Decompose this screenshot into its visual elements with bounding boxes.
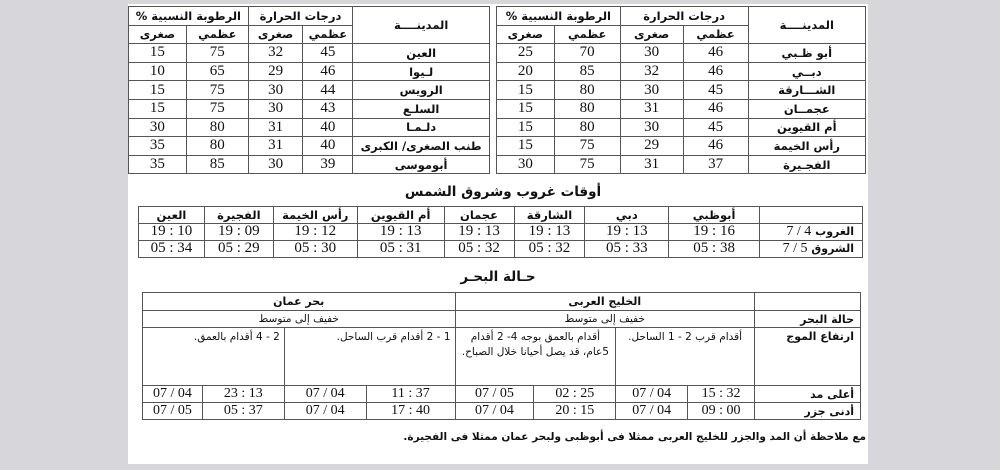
temp-max: 40 <box>303 137 353 156</box>
city-name: الشـــارقة <box>748 81 865 100</box>
tide-value: 07 / 05 <box>455 386 534 403</box>
tide-value: 02 : 25 <box>534 386 616 403</box>
table-row <box>129 99 490 118</box>
sun-city: رأس الخيمة <box>273 207 357 224</box>
hum-min: 15 <box>497 118 555 137</box>
temp-min: 30 <box>620 81 683 100</box>
high-tide-label: أعلى مد <box>755 386 861 403</box>
sunset-time: 19 : 13 <box>514 223 585 240</box>
sun-times-table <box>138 206 863 258</box>
temp-max: 45 <box>683 118 748 137</box>
sunrise-time: 05 : 29 <box>204 240 273 257</box>
high-tide-row <box>143 386 861 403</box>
city-name: دبــي <box>748 62 865 81</box>
temp-max-header: عظمي <box>303 25 353 44</box>
hum-max: 85 <box>554 62 620 81</box>
city-name: أبوموسى <box>353 155 490 174</box>
sunset-date: 7 / 4 <box>786 223 812 239</box>
hum-min: 15 <box>497 137 555 156</box>
temp-max: 46 <box>303 62 353 81</box>
temp-max-header: عظمي <box>683 25 748 44</box>
temp-min: 31 <box>248 137 303 156</box>
sea-state-label: حالة البحر <box>755 311 861 328</box>
oman-sea-header: بحر عمان <box>143 293 456 311</box>
city-name: الرويس <box>353 81 490 100</box>
temp-min: 32 <box>620 62 683 81</box>
sun-city: دبي <box>585 207 669 224</box>
temp-min: 31 <box>248 118 303 137</box>
sun-times-title: أوقات غروب وشروق الشمس <box>404 184 602 200</box>
tide-value: 07 / 04 <box>616 386 688 403</box>
hum-max: 75 <box>186 81 248 100</box>
temp-max: 46 <box>683 44 748 63</box>
hum-min: 25 <box>497 44 555 63</box>
table-row <box>497 137 866 156</box>
humidity-header: الرطوبة النسبية % <box>497 7 621 26</box>
temp-min: 29 <box>248 62 303 81</box>
temp-max: 39 <box>303 155 353 174</box>
temp-max: 40 <box>303 118 353 137</box>
city-name: طنب الصغرى/ الكبرى <box>353 137 490 156</box>
temp-max: 43 <box>303 99 353 118</box>
hum-max: 75 <box>186 99 248 118</box>
hum-min: 15 <box>129 44 187 63</box>
temperature-header: درجات الحرارة <box>620 7 748 26</box>
temp-min: 30 <box>248 155 303 174</box>
weather-table-right <box>496 6 866 174</box>
hum-max: 85 <box>186 155 248 174</box>
table-row <box>129 137 490 156</box>
tide-value: 07 / 04 <box>284 386 366 403</box>
hum-min: 35 <box>129 155 187 174</box>
hum-max: 80 <box>186 118 248 137</box>
temp-min: 29 <box>620 137 683 156</box>
temp-min: 32 <box>248 44 303 63</box>
tide-value: 17 : 40 <box>366 403 455 420</box>
temp-min-header: صغرى <box>620 25 683 44</box>
sunrise-time: 05 : 32 <box>514 240 585 257</box>
temp-min: 30 <box>620 44 683 63</box>
weather-table-left <box>128 6 490 174</box>
hum-min: 15 <box>497 99 555 118</box>
blank-cell <box>755 293 861 311</box>
hum-max: 80 <box>554 99 620 118</box>
sunset-label <box>760 223 863 240</box>
city-header: المدينــــة <box>748 7 865 44</box>
temperature-header: درجات الحرارة <box>248 7 353 26</box>
sunrise-label <box>760 240 863 257</box>
hum-min: 30 <box>497 155 555 174</box>
table-row <box>129 62 490 81</box>
sunset-time: 19 : 12 <box>273 223 357 240</box>
sunrise-row <box>139 240 863 257</box>
tide-value: 07 / 04 <box>455 403 534 420</box>
city-name: العين <box>353 44 490 63</box>
city-name: لـيوا <box>353 62 490 81</box>
sunrise-time: 05 : 33 <box>585 240 669 257</box>
tide-value: 07 / 05 <box>143 403 203 420</box>
tide-value: 23 : 13 <box>202 386 284 403</box>
tide-value: 07 / 04 <box>143 386 203 403</box>
gulf-sea-state: خفيف إلى متوسط <box>455 311 755 328</box>
weather-bulletin-page <box>128 4 868 464</box>
sunset-time: 19 : 10 <box>139 223 205 240</box>
temp-min-header: صغرى <box>248 25 303 44</box>
sunset-time: 19 : 09 <box>204 223 273 240</box>
temp-max: 37 <box>683 155 748 174</box>
hum-max: 80 <box>186 137 248 156</box>
city-name: أبو ظـبي <box>748 44 865 63</box>
city-name: السلـع <box>353 99 490 118</box>
table-row <box>497 99 866 118</box>
tide-note: مع ملاحظة أن المد والجزر للخليج العربى ممثلا فى أبوظبى ولبحر عمان ممثلا فى الفجيرة. <box>403 431 866 443</box>
sunrise-time: 05 : 34 <box>139 240 205 257</box>
table-row <box>129 155 490 174</box>
sunset-row <box>139 223 863 240</box>
temp-min: 30 <box>248 99 303 118</box>
hum-min: 10 <box>129 62 187 81</box>
sunset-time: 19 : 13 <box>444 223 514 240</box>
sunrise-time: 05 : 30 <box>273 240 357 257</box>
sea-state-title: حـالة البحـر <box>460 269 536 285</box>
hum-max: 70 <box>554 44 620 63</box>
gulf-wave-near: أقدام قرب 2 - 1 الساحل. <box>616 328 755 386</box>
temp-max: 45 <box>303 44 353 63</box>
hum-max: 75 <box>554 137 620 156</box>
city-header: المدينــــة <box>353 7 490 44</box>
hum-max: 80 <box>554 81 620 100</box>
sunrise-label-text: الشروق <box>811 241 854 255</box>
table-row <box>129 118 490 137</box>
sun-city: أم القيوين <box>357 207 444 224</box>
table-row <box>497 62 866 81</box>
sunset-time: 19 : 16 <box>669 223 760 240</box>
hum-max: 80 <box>554 118 620 137</box>
blank-cell <box>760 207 863 224</box>
hum-min-header: صغرى <box>129 25 187 44</box>
oman-wave-near: 1 - 2 أقدام قرب الساحل. <box>284 328 455 386</box>
sun-city: عجمان <box>444 207 514 224</box>
wave-height-label: ارتفاع الموج <box>755 328 861 386</box>
humidity-header: الرطوبة النسبية % <box>129 7 249 26</box>
hum-max-header: عظمي <box>554 25 620 44</box>
temp-max: 44 <box>303 81 353 100</box>
tide-value: 07 / 04 <box>616 403 688 420</box>
hum-min: 15 <box>497 81 555 100</box>
sunset-label-text: الغروب <box>815 224 854 238</box>
tide-value: 15 : 32 <box>688 386 755 403</box>
city-name: عجمــان <box>748 99 865 118</box>
table-row <box>129 44 490 63</box>
sunrise-time: 05 : 32 <box>444 240 514 257</box>
table-row <box>497 118 866 137</box>
hum-min: 15 <box>129 81 187 100</box>
oman-wave-deep: 2 - 4 أقدام بالعمق. <box>143 328 285 386</box>
table-row <box>129 81 490 100</box>
hum-min-header: صغرى <box>497 25 555 44</box>
temp-min: 31 <box>620 155 683 174</box>
low-tide-row <box>143 403 861 420</box>
hum-min: 35 <box>129 137 187 156</box>
temp-max: 46 <box>683 99 748 118</box>
oman-sea-state: خفيف إلى متوسط <box>143 311 456 328</box>
hum-max: 65 <box>186 62 248 81</box>
tide-value: 20 : 15 <box>534 403 616 420</box>
low-tide-label: أدنى جزر <box>755 403 861 420</box>
table-row <box>497 44 866 63</box>
sunrise-time: 05 : 31 <box>357 240 444 257</box>
temp-max: 46 <box>683 62 748 81</box>
sun-city: العين <box>139 207 205 224</box>
temp-min: 30 <box>248 81 303 100</box>
hum-max: 75 <box>186 44 248 63</box>
gulf-header: الخليج العربى <box>455 293 755 311</box>
sunrise-date: 7 / 5 <box>782 240 808 256</box>
gulf-wave-deep: أقدام بالعمق بوجه 4- 2 أقدام 5عام، قد يصل أحيانا خلال الصباح. <box>455 328 616 386</box>
sunset-time: 19 : 13 <box>585 223 669 240</box>
sunrise-time: 05 : 38 <box>669 240 760 257</box>
sun-city: الشارقة <box>514 207 585 224</box>
sun-city: الفجيرة <box>204 207 273 224</box>
hum-min: 20 <box>497 62 555 81</box>
tide-value: 07 / 04 <box>284 403 366 420</box>
tide-value: 05 : 37 <box>202 403 284 420</box>
hum-min: 15 <box>129 99 187 118</box>
temp-min: 30 <box>620 118 683 137</box>
table-row <box>497 81 866 100</box>
hum-min: 30 <box>129 118 187 137</box>
sunset-time: 19 : 13 <box>357 223 444 240</box>
hum-max: 75 <box>554 155 620 174</box>
temp-max: 46 <box>683 137 748 156</box>
sea-state-table <box>142 292 861 420</box>
temp-min: 31 <box>620 99 683 118</box>
sun-city: أبوظبي <box>669 207 760 224</box>
city-name: دلـمـا <box>353 118 490 137</box>
tide-value: 11 : 37 <box>366 386 455 403</box>
tide-value: 09 : 00 <box>688 403 755 420</box>
city-name: أم القيوين <box>748 118 865 137</box>
city-name: الفجـيرة <box>748 155 865 174</box>
temp-max: 45 <box>683 81 748 100</box>
hum-max-header: عظمي <box>186 25 248 44</box>
city-name: رأس الخيمة <box>748 137 865 156</box>
table-row <box>497 155 866 174</box>
